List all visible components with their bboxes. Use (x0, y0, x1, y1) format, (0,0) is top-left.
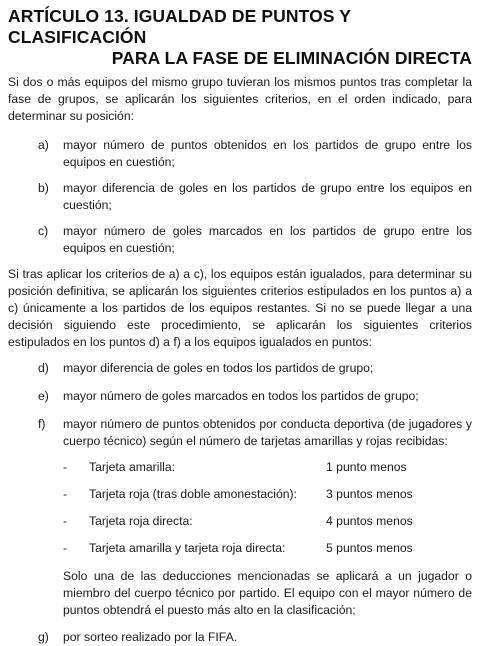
criterion-a (8, 137, 472, 171)
criterion-f (8, 416, 472, 450)
sanction-label: Tarjeta amarilla: (89, 460, 176, 474)
article-title-line-1: ARTÍCULO 13. IGUALDAD DE PUNTOS Y CLASIFICACIÓN (8, 6, 351, 47)
criterion-marker: c) (38, 224, 49, 238)
sanction-label: Tarjeta roja (tras doble amonestación): (89, 487, 297, 501)
tiebreak-paragraph: Si tras aplicar los criterios de a) a c), los equipos están igualados, para determinar su posición definitiva, se aplicarán los siguientes criterios estipulados en los puntos a) a c) únicamente a los partidos de los equipos restantes. Si no se puede llegar a una decisión siguiendo este procedimiento, se aplicarán los siguientes criterios estipulados en los puntos d) a f) a los equipos igualados en puntos: (8, 267, 472, 349)
criterion-g (8, 629, 472, 646)
criterion-marker: f) (38, 417, 46, 431)
criterion-marker: g) (38, 630, 49, 644)
intro-paragraph: Si dos o más equipos del mismo grupo tuvieran los mismos puntos tras completar la fase de grupos, se aplicarán los siguientes criterios, en el orden indicado, para determinar su posición: (8, 75, 472, 123)
sanction-label: Tarjeta amarilla y tarjeta roja directa: (89, 541, 286, 555)
criterion-text: mayor número de goles marcados en todos los partidos de grupo; (63, 389, 419, 403)
sanction-penalty: 3 puntos menos (326, 487, 413, 501)
criterion-marker: d) (38, 361, 49, 375)
criterion-b (8, 180, 472, 214)
deduction-note: Solo una de las deducciones mencionadas se aplicará a un jugador o miembro del cuerpo técnico por partido. El equipo con el mayor número de puntos obtendrá el puesto más alto en la clasificación; (63, 569, 472, 617)
sanction-row (8, 481, 472, 508)
criterion-text: mayor número de puntos obtenidos por conducta deportiva (de jugadores y cuerpo técnico) según el número de tarjetas amarillas y rojas recibidas: (63, 417, 472, 448)
sanction-row (8, 535, 472, 562)
criterion-d (8, 360, 472, 377)
sanction-dash: - (63, 541, 68, 555)
criterion-text: mayor número de goles marcados en los partidos de grupo entre los equipos en cuestión; (63, 224, 472, 255)
criterion-text: mayor número de puntos obtenidos en los partidos de grupo entre los equipos en cuestión; (63, 138, 472, 169)
criteria-list-a-c (8, 137, 472, 257)
criterion-text: mayor diferencia de goles en todos los partidos de grupo; (63, 361, 374, 375)
criterion-text: mayor diferencia de goles en los partidos de grupo entre los equipos en cuestión; (63, 181, 472, 212)
sanction-penalty: 5 puntos menos (326, 541, 413, 555)
criteria-list-d-f (8, 360, 472, 450)
criterion-marker: e) (38, 389, 49, 403)
sanction-row (8, 508, 472, 535)
article-title (8, 6, 472, 69)
criterion-c (8, 223, 472, 257)
document-page (8, 6, 472, 646)
criterion-marker: a) (38, 138, 49, 152)
sanction-dash: - (63, 460, 68, 474)
criterion-text: por sorteo realizado por la FIFA. (63, 630, 238, 644)
sanction-dash: - (63, 487, 68, 501)
sanction-dash: - (63, 514, 68, 528)
criterion-marker: b) (38, 181, 49, 195)
sanction-penalty: 1 punto menos (326, 460, 407, 474)
card-sanctions-table (8, 454, 472, 562)
sanction-row (8, 454, 472, 481)
criterion-e (8, 388, 472, 405)
sanction-label: Tarjeta roja directa: (89, 514, 193, 528)
article-title-line-2: PARA LA FASE DE ELIMINACIÓN DIRECTA (111, 48, 472, 68)
sanction-penalty: 4 puntos menos (326, 514, 413, 528)
